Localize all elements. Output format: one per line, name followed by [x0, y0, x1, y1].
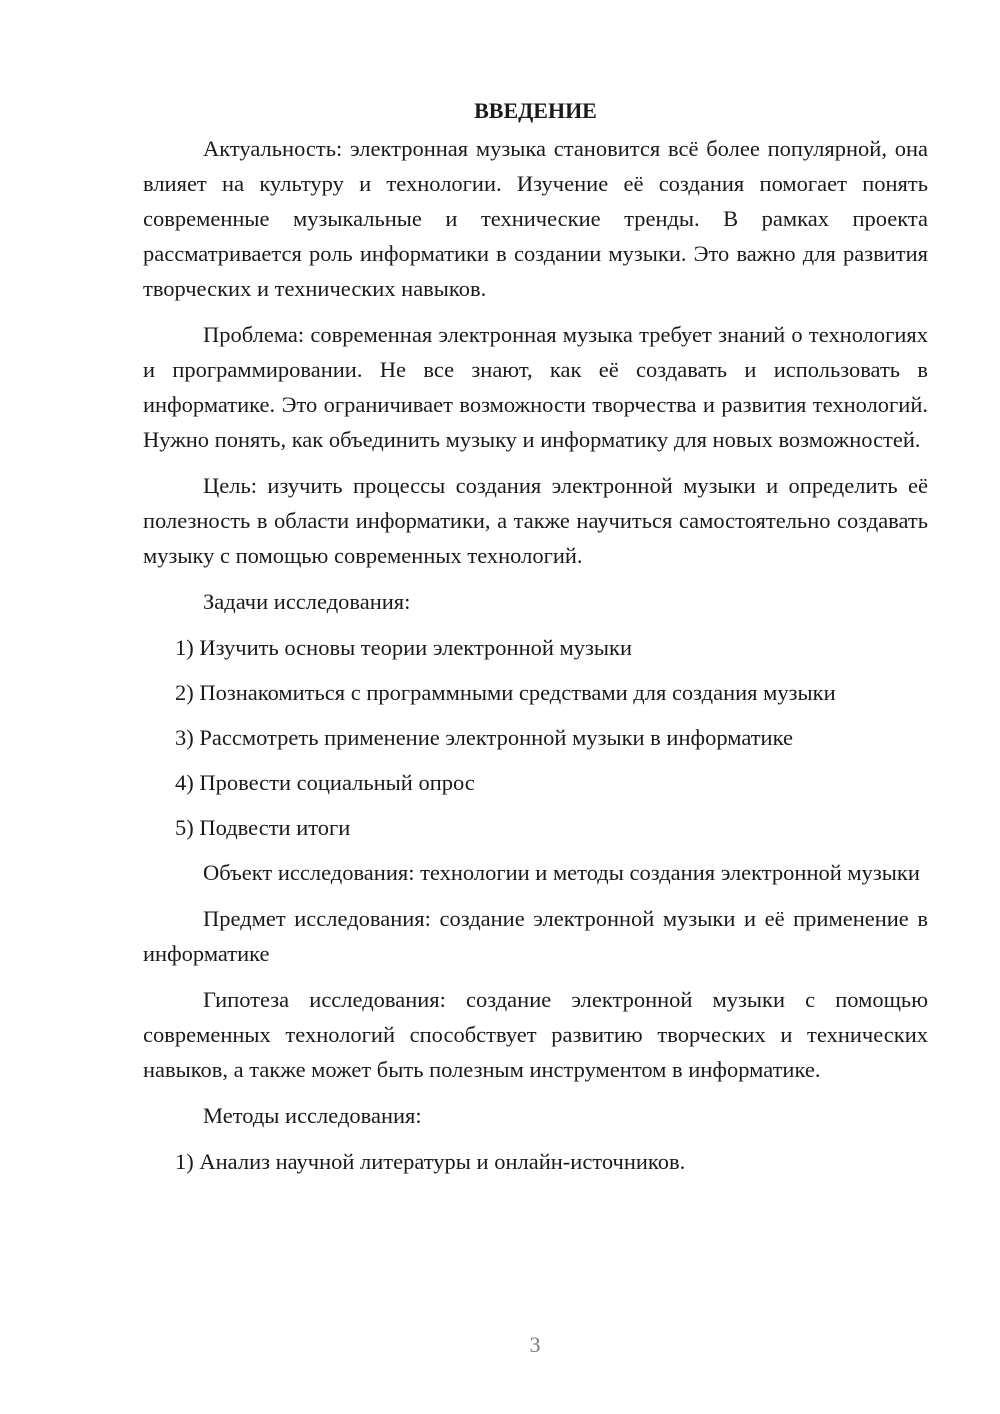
method-item-1: 1) Анализ научной литературы и онлайн-источников. — [175, 1149, 686, 1174]
problem-paragraph: Проблема: современная электронная музыка требует знаний о технологиях и программировании. Не все знают, как её создавать и использовать в информатике. Это ограничивает возможности творчества и развития технологий. Нужно понять, как объединить музыку и информатику для новых возможностей. — [143, 322, 928, 452]
task-item-5: 5) Подвести итоги — [175, 815, 351, 840]
tasks-title: Задачи исследования: — [203, 589, 411, 614]
methods-title: Методы исследования: — [203, 1103, 422, 1128]
page-title: ВВЕДЕНИЕ — [474, 98, 597, 123]
task-item-1: 1) Изучить основы теории электронной музыки — [175, 635, 633, 660]
task-item-4: 4) Провести социальный опрос — [175, 770, 475, 795]
goal-paragraph: Цель: изучить процессы создания электронной музыки и определить её полезность в области информатики, а также научиться самостоятельно создавать музыку с помощью современных технологий. — [143, 473, 928, 568]
hypothesis-paragraph: Гипотеза исследования: создание электронной музыки с помощью современных технологий способствует развитию творческих и технических навыков, а также может быть полезным инструментом в информатике. — [143, 987, 928, 1082]
object-paragraph: Объект исследования: технологии и методы создания электронной музыки — [203, 860, 920, 885]
document-body — [143, 92, 928, 1189]
task-item-2: 2) Познакомиться с программными средствами для создания музыки — [175, 680, 836, 705]
subject-paragraph: Предмет исследования: создание электронной музыки и её применение в информатике — [143, 906, 928, 966]
relevance-paragraph: Актуальность: электронная музыка становится всё более популярной, она влияет на культуру и технологии. Изучение её создания помогает понять современные музыкальные и технические тренды. В рамках проекта рассматривается роль информатики в создании музыки. Это важно для развития творческих и технических навыков. — [143, 136, 928, 301]
page-number: 3 — [529, 1332, 541, 1357]
task-item-3: 3) Рассмотреть применение электронной музыки в информатике — [175, 725, 793, 750]
